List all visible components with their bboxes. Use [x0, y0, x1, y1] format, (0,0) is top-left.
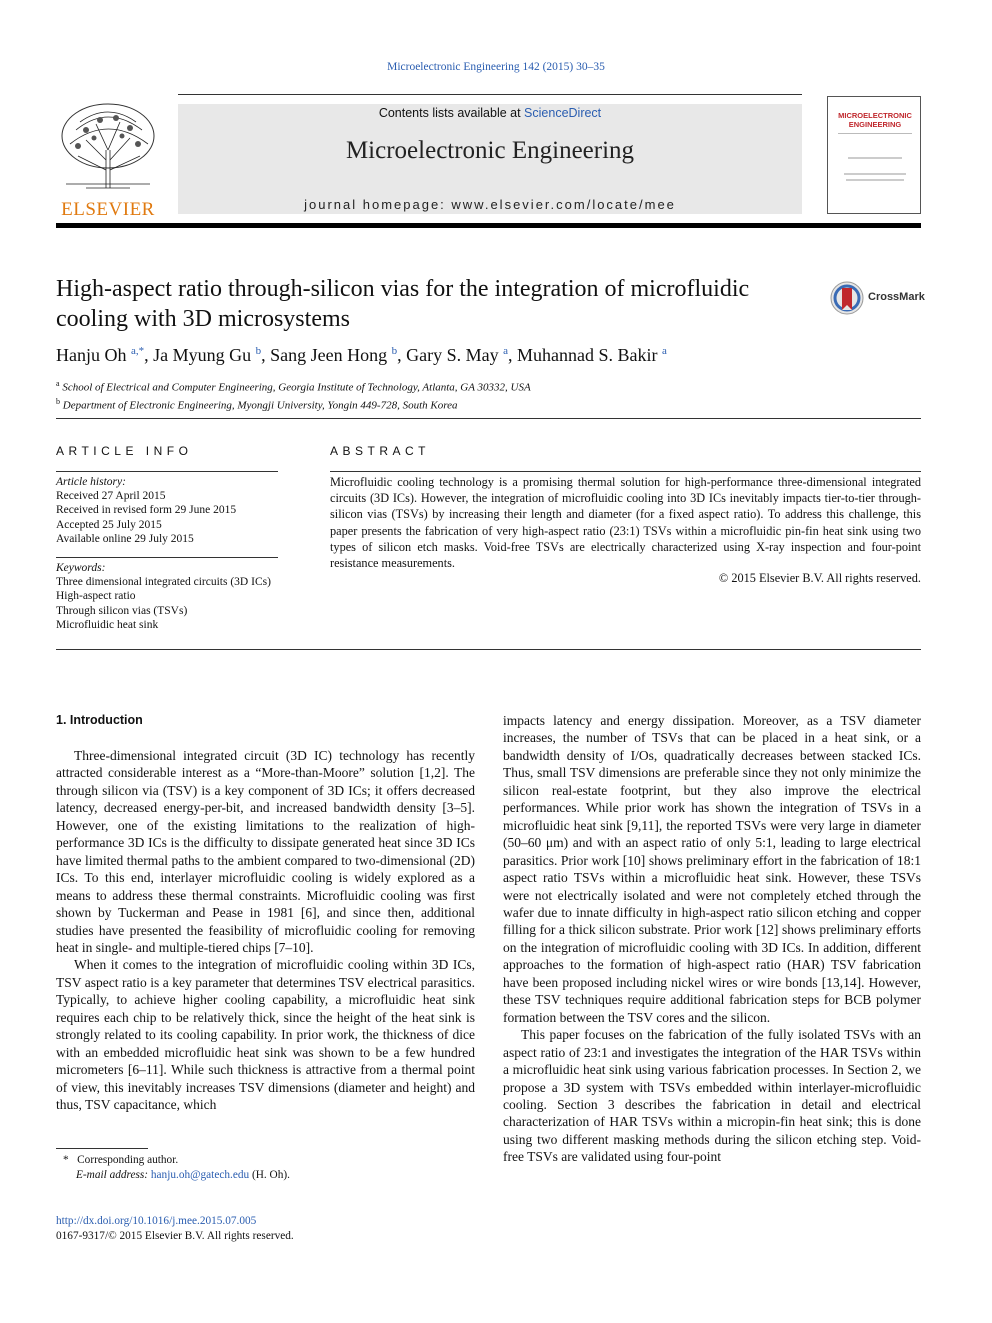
- author-affil-mark[interactable]: a,*: [131, 345, 145, 357]
- crossmark-badge[interactable]: [830, 281, 925, 315]
- history-online: Available online 29 July 2015: [56, 532, 194, 545]
- journal-citation[interactable]: Microelectronic Engineering 142 (2015) 30–35: [387, 61, 605, 73]
- intro-paragraph-4: This paper focuses on the fabrication of the fully isolated TSVs with an aspect ratio of 23:1 and investigates the integration of the HAR TSVs within a microfluidic heat sink using various fabrication processes. In Section 2, we propose a 3D system with TSVs embedded within interlayer-microfluidic cooling. Section 3 describes the fabrication in detail and electrical characterization of HAR TSVs within a micropin-fin heat sink; this is done using two different masking methods during the silicon etching step. Void-free TSVs are validated using four-point: [503, 1027, 921, 1165]
- author-name[interactable]: Sang Jeen Hong: [270, 345, 388, 365]
- history-revised: Received in revised form 29 June 2015: [56, 504, 237, 517]
- keywords-rule: [56, 557, 278, 558]
- cover-title-line2: ENGINEERING: [848, 120, 902, 129]
- article-title-line2: cooling with 3D microsystems: [56, 306, 350, 332]
- abstract-bottom-rule: [56, 649, 921, 650]
- article-info-heading: ARTICLE INFO: [56, 444, 193, 458]
- intro-paragraph-2: When it comes to the integration of microfluidic cooling within 3D ICs, TSV aspect ratio is a key parameter that determines TSV electrical parasitics. Typically, to achieve higher cooling capability, a microfluidic heat sink requires each chip to be relatively thick, since the height of the heat sink is strongly related to its cooling capability. In prior work, the thickness of dice with an embedded microfluidic heat sink was shown to be a few hundred micrometers [6–11]. While such thickness is attractive from a thermal point of view, this inevitably increases TSV dimensions (diameter and height) and thus, TSV capacitance, which: [56, 957, 475, 1113]
- footnote-mark: *: [63, 1154, 69, 1166]
- journal-homepage[interactable]: journal homepage: www.elsevier.com/locate/mee: [304, 197, 676, 212]
- article-title: [56, 274, 806, 334]
- abstract-copyright: © 2015 Elsevier B.V. All rights reserved.: [718, 571, 921, 585]
- article-history: [56, 475, 281, 546]
- body-column-left: [56, 747, 475, 1114]
- footnote-email: [56, 1168, 476, 1183]
- abstract-text: Microfluidic cooling technology is a promising thermal solution for high-performance three-dimensional integrated circuits (3D ICs). However, the integration of microfluidic cooling into 3D ICs inevitably impacts tier-to-tier through-silicon vias (TSVs) by increasing their length and diameter (for a fixed aspect ratio). To address this challenge, this paper presents the fabrication of very high-aspect ratio (23:1) TSVs within a microfluidic pin-fin heat sink using two types of silicon etch masks. Void-free TSVs are electrically characterized using X-ray inspection and four-point resistance measurements.: [330, 475, 921, 571]
- affiliation-text: School of Electrical and Computer Engineering, Georgia Institute of Technology, Atlanta, GA 30332, USA: [62, 381, 531, 394]
- cover-line: [844, 173, 906, 175]
- issn-copyright: 0167-9317/© 2015 Elsevier B.V. All rights reserved.: [56, 1229, 294, 1242]
- footnote-rule: [56, 1148, 148, 1149]
- keyword: Through silicon vias (TSVs): [56, 604, 188, 617]
- history-label: Article history:: [56, 476, 126, 488]
- author-list: Hanju Oh $^{a,*}$, Ja Myung Gu $^b$, Sang Jeen Hong $^b$, Gary S. May $^a$, Muhannad S. Bakir $^a$: [56, 345, 667, 365]
- author-name[interactable]: Gary S. May: [406, 345, 499, 365]
- footnote-corresponding: [56, 1153, 476, 1168]
- doi-link[interactable]: http://dx.doi.org/10.1016/j.mee.2015.07.005: [56, 1215, 257, 1227]
- email-label: E-mail address:: [76, 1168, 151, 1181]
- affiliation-mark: b: [56, 396, 60, 406]
- email-suffix: (H. Oh).: [249, 1168, 290, 1181]
- author-affil-mark[interactable]: b: [391, 345, 398, 357]
- section-heading-introduction: 1. Introduction: [56, 713, 143, 727]
- author-affil-mark[interactable]: a: [503, 345, 509, 357]
- affiliation-rule: [56, 418, 921, 419]
- abstract-heading: ABSTRACT: [330, 444, 431, 458]
- contents-line: [178, 106, 802, 120]
- cover-line: [846, 179, 904, 181]
- footnote: [56, 1153, 476, 1182]
- publisher-name: ELSEVIER: [61, 199, 155, 220]
- header-thick-rule: [56, 223, 921, 228]
- body-column-right: [503, 712, 921, 1166]
- keywords: [56, 561, 281, 632]
- article-title-line1: High-aspect ratio through-silicon vias for the integration of microfluidic: [56, 276, 750, 302]
- author-name[interactable]: Hanju Oh: [56, 345, 127, 365]
- keywords-label: Keywords:: [56, 562, 106, 574]
- crossmark-icon: [830, 281, 864, 315]
- keyword: High-aspect ratio: [56, 590, 136, 603]
- intro-paragraph-1: Three-dimensional integrated circuit (3D IC) technology has recently attracted considerable interest as a “More-than-Moore” solution [1,2]. The through silicon via (TSV) is a key component of 3D ICs; it offers decreased latency, decreased energy-per-bit, and increased bandwidth density [3–5]. However, one of the existing limitations to the realization of high-performance 3D ICs is the difficulty to dissipate generated heat since 3D ICs have limited thermal paths to the ambient compared to two-dimensional (2D) ICs. To this end, interlayer microfluidic cooling is widely explored as a means to address these thermal constraints. Microfluidic cooling was first shown by Tuckerman and Pease in 1981 [6], and since then, additional studies have presented the feasibility of microfluidic cooling for removing heat in single- and multiple-tiered chips [7–10].: [56, 748, 475, 955]
- elsevier-logo: [56, 100, 160, 220]
- journal-header-box: [178, 104, 802, 214]
- journal-cover-thumbnail: [827, 96, 921, 214]
- footnote-corresponding-text: Corresponding author.: [77, 1154, 179, 1166]
- sciencedirect-link[interactable]: ScienceDirect: [524, 106, 602, 120]
- abstract-rule: [330, 471, 921, 472]
- affiliation-b: [56, 395, 916, 413]
- cover-line: [838, 133, 912, 134]
- affiliations: [56, 377, 916, 412]
- journal-name: Microelectronic Engineering: [345, 137, 635, 164]
- author-affil-mark[interactable]: b: [255, 345, 262, 357]
- affiliation-mark: a: [56, 379, 60, 388]
- history-received: Received 27 April 2015: [56, 490, 166, 503]
- affiliation-text: Department of Electronic Engineering, Myongji University, Yongin 449-728, South Korea: [62, 399, 458, 412]
- header-top-rule: [178, 94, 802, 95]
- cover-line: [848, 157, 902, 159]
- history-accepted: Accepted 25 July 2015: [56, 518, 162, 531]
- affiliation-a: [56, 377, 916, 395]
- keyword: Three dimensional integrated circuits (3D ICs): [56, 576, 271, 589]
- page-footer: [56, 1214, 556, 1243]
- article-info-rule: [56, 471, 278, 472]
- crossmark-label: CrossMark: [868, 291, 925, 303]
- contents-prefix: Contents lists available at: [378, 106, 525, 120]
- elsevier-tree-icon: [56, 100, 160, 192]
- intro-paragraph-3: impacts latency and energy dissipation. Moreover, as a TSV diameter increases, the number of TSVs that can be placed in a heat sink, or a bandwidth density of I/Os, quadratically decreases between stacked ICs. Thus, small TSV dimensions are preferable since they not only minimize the silicon real-estate footprint, but they also improve the electrical performances. While prior work has shown the integration of TSVs in a microfluidic heat sink [9,11], the reported TSVs were very large in diameter (50–60 μm) and with an aspect ratio of only 5:1, leading to large electrical parasitics. Prior work [10] shows preliminary effort in the fabrication of 18:1 aspect ratio TSVs within a microfluidic heat sink. However, these TSVs were not electrically isolated and were not completely etched through the wafer due to innate difficulty in high-aspect ratio silicon etching and copper filling for a thick silicon substrate. Prior work [12] shows preliminary efforts on the integration of microfluidic cooling with 3D ICs. In addition, different approaches to the formation of high-aspect ratio (HAR) TSV fabrication have been proposed including nickel wires or wire bonds [13,14]. However, these TSV techniques require additional fabrication steps for BCB polymer formation between the TSV cores and the silicon.: [503, 713, 921, 1025]
- email-link[interactable]: hanju.oh@gatech.edu: [150, 1168, 250, 1181]
- author-name[interactable]: Ja Myung Gu: [153, 345, 252, 365]
- author-name[interactable]: Muhannad S. Bakir: [517, 345, 658, 365]
- keyword: Microfluidic heat sink: [56, 618, 159, 631]
- cover-title-line1: MICROELECTRONIC: [838, 111, 912, 120]
- author-affil-mark[interactable]: a: [662, 345, 667, 357]
